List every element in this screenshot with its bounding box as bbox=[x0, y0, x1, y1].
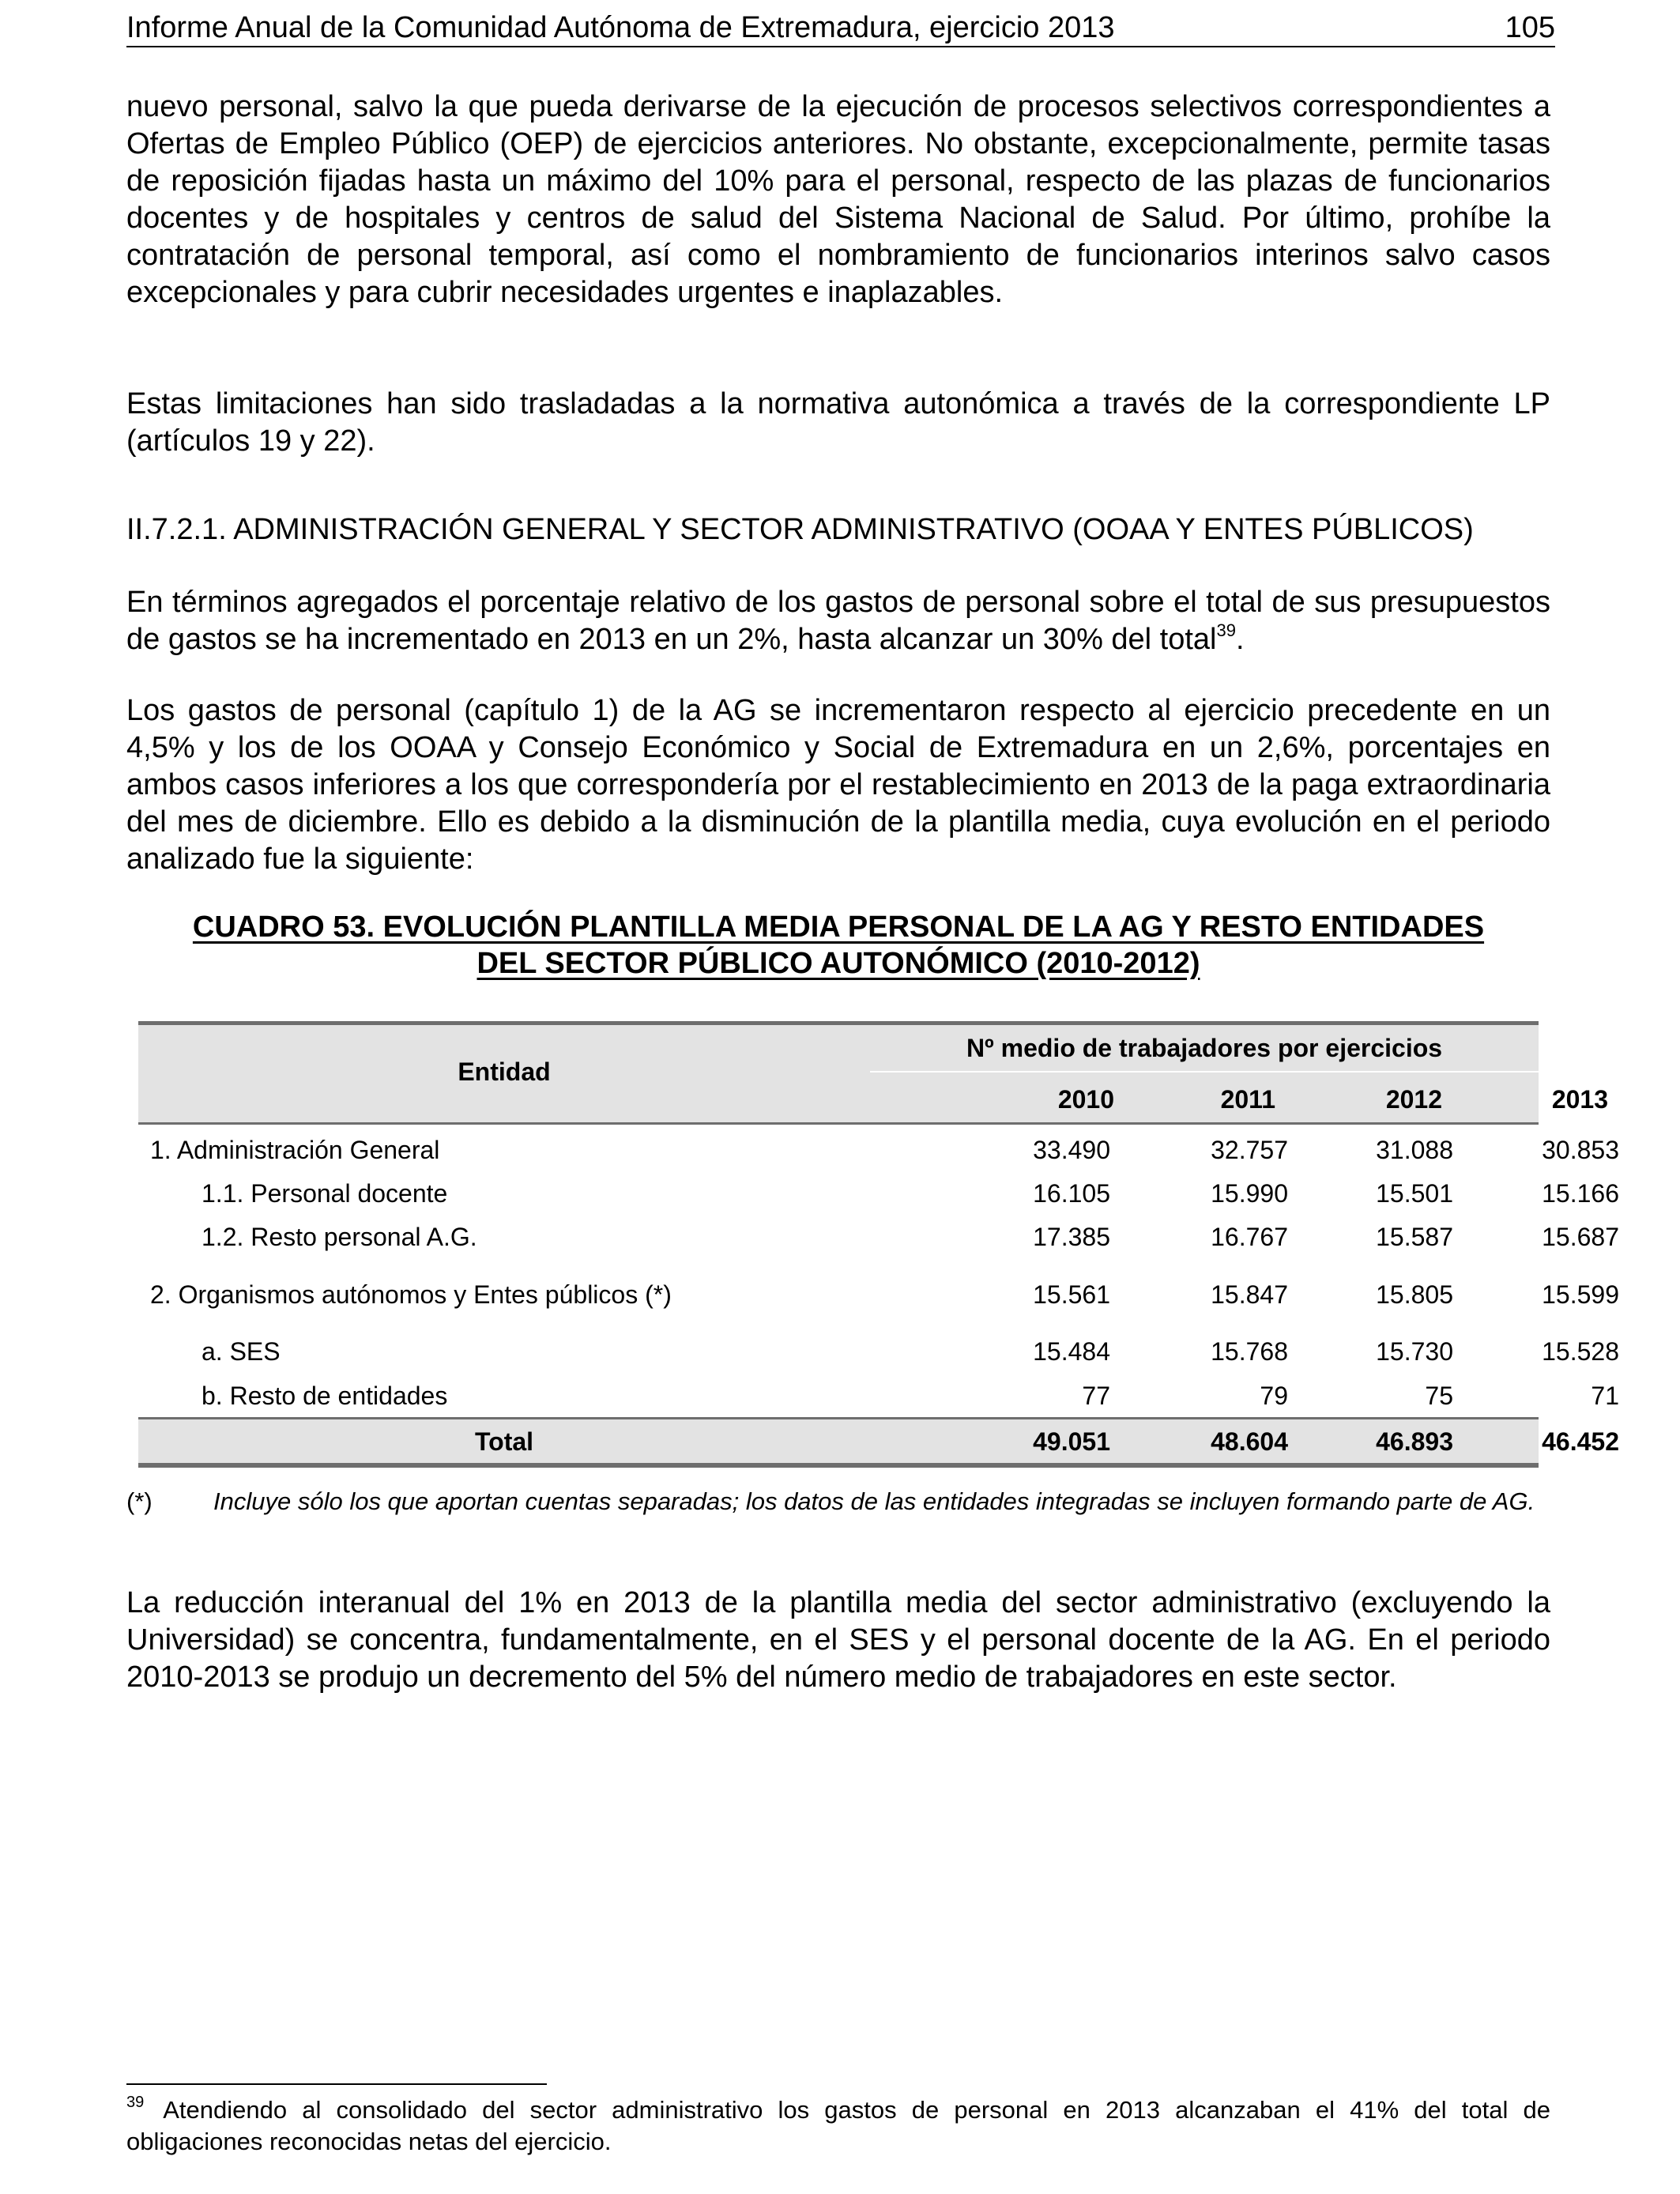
cell-2013: 71 bbox=[1591, 1382, 1619, 1410]
paragraph-3-end: . bbox=[1236, 623, 1245, 656]
cell-2013: 15.599 bbox=[1542, 1280, 1619, 1309]
section-heading: II.7.2.1. ADMINISTRACIÓN GENERAL Y SECTOR ADMINISTRATIVO (OOAA Y ENTES PÚBLICOS) bbox=[126, 513, 1474, 546]
table-row bbox=[138, 1274, 1619, 1315]
cell-2010: 15.484 bbox=[1033, 1337, 1110, 1366]
table-row bbox=[138, 1216, 1619, 1257]
cell-2013: 15.166 bbox=[1542, 1179, 1619, 1208]
footnote-39 bbox=[126, 2094, 1550, 2158]
paragraph-5: La reducción interanual del 1% en 2013 de la plantilla media del sector administrativo (excluyendo la Universidad) se concentra, fundamentalmente, en el SES y el personal docente de la AG. En el periodo 2010-2013 se produjo un decremento del 5% del número medio de trabajadores en este sector. bbox=[126, 1586, 1550, 1694]
header-year-2010: 2010 bbox=[1057, 1085, 1114, 1114]
table-caption-line-1: CUADRO 53. EVOLUCIÓN PLANTILLA MEDIA PERSONAL DE LA AG Y RESTO ENTIDADES bbox=[192, 910, 1485, 944]
cell-2010: 16.105 bbox=[1033, 1179, 1110, 1208]
footnote-ref-39[interactable]: 39 bbox=[1216, 620, 1236, 640]
table-row bbox=[138, 1331, 1619, 1372]
header-entidad: Entidad bbox=[458, 1057, 551, 1086]
table-caption bbox=[126, 909, 1550, 982]
table-row bbox=[138, 1375, 1619, 1416]
footnote-divider bbox=[126, 2083, 547, 2085]
total-2012: 46.893 bbox=[1376, 1427, 1453, 1456]
row-label: b. Resto de entidades bbox=[202, 1382, 448, 1410]
row-label: 1.1. Personal docente bbox=[202, 1179, 448, 1208]
cell-2010: 77 bbox=[1082, 1382, 1110, 1410]
paragraph-4: Los gastos de personal (capítulo 1) de la AG se incrementaron respecto al ejercicio precedente en un 4,5% y los de los OOAA y Consejo Económico y Social de Extremadura en un 2,6%, porcentajes en ambos casos inferiores a los que correspondería por el restablecimiento en 2013 de la paga extraordinaria del mes de diciembre. Ello es debido a la disminución de la plantilla media, cuya evolución en el periodo analizado fue la siguiente: bbox=[126, 694, 1550, 876]
cell-2012: 15.805 bbox=[1376, 1280, 1453, 1309]
table-row bbox=[138, 1129, 1619, 1171]
cell-2013: 15.528 bbox=[1542, 1337, 1619, 1366]
cell-2011: 15.847 bbox=[1211, 1280, 1288, 1309]
header-divider bbox=[138, 1122, 1539, 1125]
cell-2010: 15.561 bbox=[1033, 1280, 1110, 1309]
total-label: Total bbox=[474, 1427, 534, 1456]
cell-2011: 79 bbox=[1260, 1382, 1288, 1410]
note-mark: (*) bbox=[126, 1487, 153, 1515]
paragraph-1: nuevo personal, salvo la que pueda derivarse de la ejecución de procesos selectivos correspondientes a Ofertas de Empleo Público (OEP) de ejercicios anteriores. No obstante, excepcionalmente, permite tasas de reposición fijadas hasta un máximo del 10% para el personal, respecto de las plazas de funcionarios docentes y de hospitales y centros de salud del Sistema Nacional de Salud. Por último, prohíbe la contratación de personal temporal, así como el nombramiento de funcionarios interinos salvo casos excepcionales y para cubrir necesidades urgentes e inaplazables. bbox=[126, 90, 1550, 309]
total-2010: 49.051 bbox=[1033, 1427, 1110, 1456]
cell-2012: 75 bbox=[1425, 1382, 1453, 1410]
footnote-number: 39 bbox=[126, 2094, 145, 2111]
cell-2012: 15.730 bbox=[1376, 1337, 1453, 1366]
cell-2011: 15.990 bbox=[1211, 1179, 1288, 1208]
header-title: Informe Anual de la Comunidad Autónoma de Extremadura, ejercicio 2013 bbox=[126, 11, 1115, 44]
cell-2012: 31.088 bbox=[1376, 1136, 1453, 1164]
cell-2013: 15.687 bbox=[1542, 1223, 1619, 1251]
table-note bbox=[126, 1486, 1550, 1517]
cell-2011: 15.768 bbox=[1211, 1337, 1288, 1366]
cell-2011: 32.757 bbox=[1211, 1136, 1288, 1164]
cell-2010: 33.490 bbox=[1033, 1136, 1110, 1164]
page-number: 105 bbox=[1505, 11, 1555, 44]
cell-2011: 16.767 bbox=[1211, 1223, 1288, 1251]
table-total-row bbox=[138, 1417, 1619, 1468]
cell-2012: 15.587 bbox=[1376, 1223, 1453, 1251]
row-label: 2. Organismos autónomos y Entes públicos (*) bbox=[150, 1280, 672, 1309]
row-label: 1.2. Resto personal A.G. bbox=[202, 1223, 477, 1251]
table-row bbox=[138, 1173, 1619, 1214]
row-label: 1. Administración General bbox=[150, 1136, 440, 1164]
table-caption-line-2: DEL SECTOR PÚBLICO AUTONÓMICO (2010-2012) bbox=[477, 947, 1200, 980]
header-year-2013: 2013 bbox=[1551, 1085, 1608, 1114]
header-year-group: Nº medio de trabajadores por ejercicios bbox=[870, 1025, 1539, 1072]
page-header bbox=[126, 9, 1555, 47]
cell-2012: 15.501 bbox=[1376, 1179, 1453, 1208]
total-2011: 48.604 bbox=[1211, 1427, 1288, 1456]
total-2013: 46.452 bbox=[1542, 1427, 1619, 1456]
footnote-text: Atendiendo al consolidado del sector administrativo los gastos de personal en 2013 alcanzaban el 41% del total de obligaciones reconocidas netas del ejercicio. bbox=[126, 2096, 1550, 2155]
paragraph-3-text: En términos agregados el porcentaje relativo de los gastos de personal sobre el total de sus presupuestos de gastos se ha incrementado en 2013 en un 2%, hasta alcanzar un 30% del total bbox=[126, 586, 1550, 656]
cell-2010: 17.385 bbox=[1033, 1223, 1110, 1251]
note-text: Incluye sólo los que aportan cuentas separadas; los datos de las entidades integradas se incluyen formando parte de AG. bbox=[213, 1487, 1535, 1515]
row-label: a. SES bbox=[202, 1337, 281, 1366]
cell-2013: 30.853 bbox=[1542, 1136, 1619, 1164]
paragraph-2: Estas limitaciones han sido trasladadas a la normativa autonómica a través de la correspondiente LP (artículos 19 y 22). bbox=[126, 387, 1550, 458]
paragraph-3 bbox=[126, 584, 1550, 658]
header-year-2012: 2012 bbox=[1385, 1085, 1442, 1114]
header-year-2011: 2011 bbox=[1220, 1085, 1275, 1114]
